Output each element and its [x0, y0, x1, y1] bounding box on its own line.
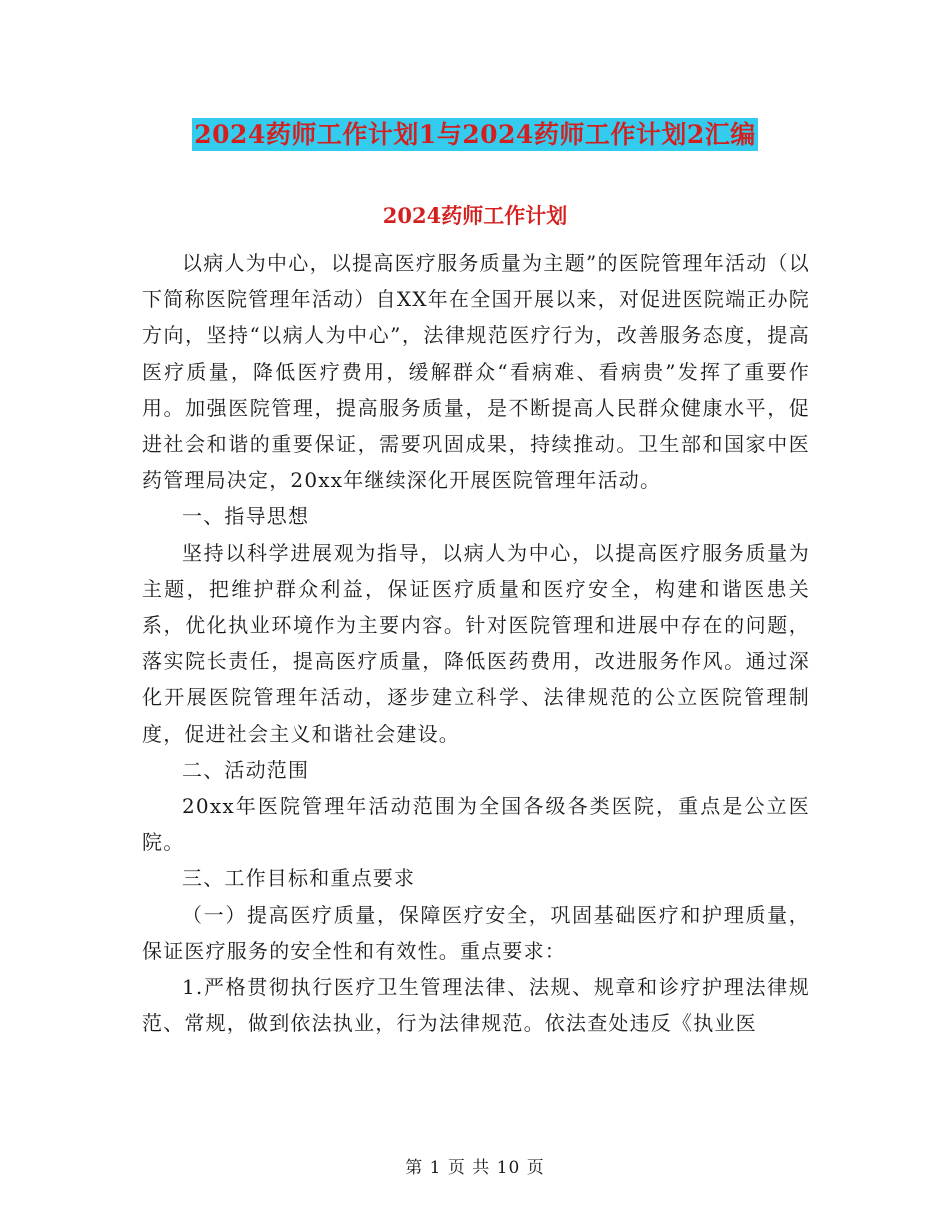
paragraph-intro: 以病人为中心，以提高医疗服务质量为主题”的医院管理年活动（以下简称医院管理年活动）自XX年在全国开展以来，对促进医院端正办院方向，坚持“以病人为中心”，法律规范医疗行为，改善服务态度，提高医疗质量，降低医疗费用，缓解群众“看病难、看病贵”发挥了重要作用。加强医院管理，提高服务质量，是不断提高人民群众健康水平，促进社会和谐的重要保证，需要巩固成果，持续推动。卫生部和国家中医药管理局决定，20xx年继续深化开展医院管理年活动。	[142, 251, 810, 493]
paragraph-goal-one: （一）提高医疗质量，保障医疗安全，巩固基础医疗和护理质量，保证医疗服务的安全性和有效性。重点要求：	[142, 902, 810, 963]
document-body	[142, 245, 810, 1041]
section-title: 2024药师工作计划	[382, 203, 568, 228]
heading-guiding-thought: 一、指导思想	[182, 504, 310, 529]
page-footer: 第 1 页 共 10 页	[405, 1158, 545, 1178]
heading-goals-requirements: 三、工作目标和重点要求	[182, 866, 416, 891]
paragraph-guiding-thought: 坚持以科学进展观为指导，以病人为中心，以提高医疗服务质量为主题，把维护群众利益，保证医疗质量和医疗安全，构建和谐医患关系，优化执业环境作为主要内容。针对医院管理和进展中存在的问题，落实院长责任，提高医疗质量，降低医药费用，改进服务作风。通过深化开展医院管理年活动，逐步建立科学、法律规范的公立医院管理制度，促进社会主义和谐社会建设。	[142, 540, 810, 746]
document-main-title	[0, 113, 950, 151]
heading-activity-scope: 二、活动范围	[182, 757, 310, 782]
paragraph-requirement-one: 1.严格贯彻执行医疗卫生管理法律、法规、规章和诊疗护理法律规范、常规，做到依法执业，行为法律规范。依法查处违反《执业医	[142, 975, 810, 1036]
paragraph-activity-scope: 20xx年医院管理年活动范围为全国各级各类医院，重点是公立医院。	[142, 794, 810, 855]
main-title-text: 2024药师工作计划1与2024药师工作计划2汇编	[194, 120, 756, 149]
